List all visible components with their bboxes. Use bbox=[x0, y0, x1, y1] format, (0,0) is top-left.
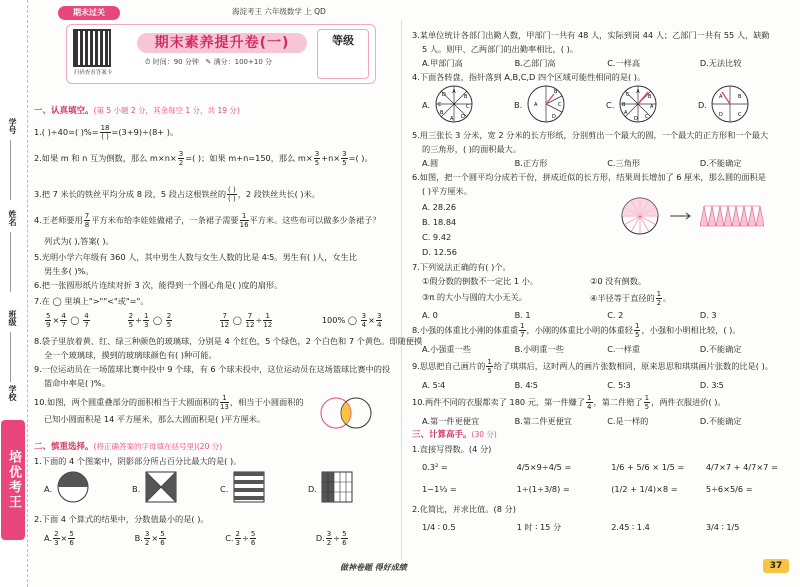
margin-label-class: 班级 bbox=[8, 310, 17, 326]
svg-text:A: A bbox=[719, 94, 723, 100]
choice-3-options bbox=[422, 58, 742, 68]
qr-code-icon[interactable] bbox=[73, 29, 111, 67]
half-shaded-circle-icon bbox=[56, 470, 90, 504]
calc-item[interactable]: 4/5×9÷4/5 = bbox=[516, 462, 572, 472]
option-c[interactable]: C. bbox=[606, 100, 615, 110]
margin-fill-line bbox=[10, 332, 11, 382]
question-4: 4.王老师要用 $\frac{7}{8}$ 平方米布给李娃娃做裙子，一条裙子需要 $\frac{1}{16}$ 平方米。这些布可以做多少条裙子？ bbox=[34, 212, 381, 229]
ratio-item[interactable]: 2.45 ∶ 1.4 bbox=[611, 522, 650, 532]
calc-question-2: 2.化简比，并求比值。(8 分) bbox=[412, 504, 516, 514]
option-c[interactable]: C.一样高 bbox=[607, 58, 641, 68]
option-d[interactable]: D.不能确定 bbox=[699, 416, 742, 426]
ratio-item[interactable]: 3/4 ∶ 1/5 bbox=[705, 522, 740, 532]
svg-text:C: C bbox=[466, 104, 470, 110]
question-5-cont: 男生多( )%。 bbox=[44, 266, 94, 276]
statement-1: ①假分数的倒数不一定比 1 小。 bbox=[422, 276, 539, 286]
option-b[interactable]: B. $\frac{3}{2}$ × $\frac{5}{6}$ bbox=[134, 530, 165, 547]
compare-item: $\frac{5}{9}$ × $\frac{4}{7}$ ◯ $\frac{4}{7}$ bbox=[46, 312, 89, 329]
option-c[interactable]: C. bbox=[220, 484, 229, 494]
svg-text:B: B bbox=[648, 94, 652, 100]
choice-question-2: 2.下面 4 个算式的结果中，分数值最小的是( )。 bbox=[34, 514, 209, 524]
choice-question-1: 1.下面的 4 个图案中，阴影部分所占百分比最大的是( )。 bbox=[34, 456, 242, 466]
option-a[interactable]: A.第一件更便宜 bbox=[422, 416, 480, 426]
choice-question-8: 8.小强的体重比小刚的体重重 $\frac{1}{7}$ ，小刚的体重比小明的体重轻 $\frac{1}{5}$ ，小强和小明相比较，( )。 bbox=[412, 322, 741, 339]
option-b[interactable]: B.乙部门高 bbox=[514, 58, 556, 68]
option-c[interactable]: C. 9.42 bbox=[422, 232, 452, 242]
option-d[interactable]: D. bbox=[308, 484, 317, 494]
choice-question-3-cont: 5 人。则甲、乙两部门的出勤率相比，( )。 bbox=[422, 44, 578, 54]
option-b[interactable]: B.小明重一些 bbox=[514, 344, 564, 354]
question-4-answer: 列式为( ),答案( )。 bbox=[44, 236, 114, 246]
svg-text:A: A bbox=[452, 89, 456, 95]
compare-item: $\frac{7}{12}$ ◯ $\frac{7}{12}$ ÷ $\frac{1}{12}$ bbox=[220, 312, 273, 329]
option-a[interactable]: A. 5∶4 bbox=[422, 380, 446, 390]
choice-question-5-cont: 的三角形，( )的面积最大。 bbox=[422, 144, 522, 154]
option-b[interactable]: B. bbox=[132, 484, 141, 494]
choice-question-9: 9.思思把自己画片的 $\frac{1}{5}$ 给了琪琪后，这时两人的画片张数相同，原来思思和琪琪画片张数的比是( )。 bbox=[412, 358, 773, 375]
choice-question-3: 3.某单位统计各部门出勤人数，甲部门一共有 48 人，实际到岗 44 人；乙部门一共有 55 人，缺勤 bbox=[412, 30, 770, 40]
grid-square-icon bbox=[320, 470, 354, 504]
score-icon: ✎ bbox=[205, 58, 212, 66]
option-c[interactable]: C.是一样的 bbox=[607, 416, 649, 426]
choice-question-4: 4.下面各转盘，指针落到 A,B,C,D 四个区域可能性相同的是( )。 bbox=[412, 72, 646, 82]
question-9-cont: 篮命中率是( )%。 bbox=[44, 378, 110, 388]
exam-time: 时间：90 分钟 bbox=[152, 58, 199, 66]
option-c[interactable]: C.一样重 bbox=[607, 344, 641, 354]
choice-question-5: 5.用三张长 3 分米，宽 2 分米的长方形纸，分别剪出一个最大的圆，一个最大的正方形和一个最大 bbox=[412, 130, 769, 140]
calc-item[interactable]: 1÷(1÷3/8) = bbox=[516, 484, 570, 494]
exam-meta bbox=[145, 58, 272, 67]
option-a[interactable]: A. $\frac{2}{3}$ × $\frac{5}{6}$ bbox=[44, 530, 74, 547]
option-d[interactable]: D.不能确定 bbox=[699, 344, 742, 354]
calc-ratio-row bbox=[422, 522, 740, 532]
svg-text:D: D bbox=[719, 112, 723, 118]
option-a[interactable]: A. 0 bbox=[422, 310, 438, 320]
option-b[interactable]: B. 1 bbox=[514, 310, 531, 320]
section-choice: 二、慎重选择。(将正确答案的字母填在括号里)(20 分) bbox=[34, 442, 223, 452]
svg-text:B: B bbox=[738, 94, 742, 100]
svg-text:C: C bbox=[438, 102, 442, 108]
choice-question-10: 10.两件不同的衣服都卖了 180 元，第一件赚了 $\frac{1}{4}$ ，第二件赔了 $\frac{1}{5}$ ，两件衣服进价( )。 bbox=[412, 394, 726, 411]
exam-badge: 期末过关 bbox=[58, 6, 120, 20]
calc-item[interactable]: 1/6 + 5/6 × 1/5 = bbox=[611, 462, 685, 472]
svg-text:A: A bbox=[650, 104, 654, 110]
statement-4: ④半径等于直径的 $\frac{1}{2}$ 。 bbox=[590, 290, 672, 307]
option-b[interactable]: B.第二件更便宜 bbox=[514, 416, 572, 426]
svg-text:B: B bbox=[622, 102, 626, 108]
brand-logo: 培优考王 bbox=[1, 420, 25, 540]
margin-fill-line bbox=[10, 232, 11, 292]
section-fill-in: 一、认真填空。(第 5 小题 2 分，其余每空 1 分，共 19 分) bbox=[34, 106, 240, 116]
binding-margin bbox=[0, 0, 28, 587]
section-calculation: 三、计算高手。(30 分) bbox=[412, 430, 497, 440]
option-a[interactable]: A. 28.26 bbox=[422, 202, 457, 212]
column-divider bbox=[401, 20, 402, 560]
option-a[interactable]: A.小强重一些 bbox=[422, 344, 471, 354]
option-a[interactable]: A. bbox=[422, 100, 431, 110]
margin-label-student-id: 学号 bbox=[8, 118, 17, 134]
margin-label-name: 姓名 bbox=[8, 210, 17, 226]
page-title: 期末素养提升卷(一) bbox=[137, 33, 307, 53]
spinner-d-icon bbox=[710, 84, 750, 124]
svg-text:C: C bbox=[645, 114, 649, 120]
choice-9-options bbox=[422, 380, 724, 390]
option-d[interactable]: D. 3∶5 bbox=[699, 380, 724, 390]
svg-text:A: A bbox=[636, 89, 640, 95]
choice-2-options bbox=[44, 530, 349, 547]
option-c[interactable]: C. $\frac{2}{3}$ ÷ $\frac{5}{6}$ bbox=[225, 530, 256, 547]
svg-text:D: D bbox=[442, 92, 446, 98]
question-9: 9.一位运动员在一场篮球比赛中投中 9 个球，有 6 个球未投中，这位运动员在这场篮球比赛中的投 bbox=[34, 364, 391, 374]
title-box bbox=[66, 24, 376, 84]
clock-icon: ⏱ bbox=[145, 58, 151, 66]
exam-header bbox=[32, 4, 392, 86]
question-3: 3.把 7 米长的铁丝平均分成 8 段，5 段占这根铁丝的 $\frac{( )}{( )}$ ，2 段铁丝共长( )米。 bbox=[34, 186, 321, 203]
option-d[interactable]: D. 12.56 bbox=[422, 247, 457, 257]
option-c[interactable]: C. 2 bbox=[607, 310, 624, 320]
option-a[interactable]: A.圆 bbox=[422, 158, 439, 168]
question-5: 5.光明小学六年级有 360 人，其中男生人数与女生人数的比是 4∶5。男生有( )人，女生比 bbox=[34, 252, 357, 262]
svg-text:C: C bbox=[626, 92, 630, 98]
choice-question-7: 7.下列说法正确的有( )个。 bbox=[412, 262, 511, 272]
svg-text:D: D bbox=[461, 114, 465, 120]
question-10: 10.如图，两个圆重叠部分的面积相当于大圆面积的 $\frac{1}{13}$ ，相当于小圆面积的 bbox=[34, 394, 304, 411]
svg-text:C: C bbox=[558, 102, 562, 108]
option-a[interactable]: A.甲部门高 bbox=[422, 58, 463, 68]
question-2: 2.如果 m 和 n 互为倒数，那么 m×n× $\frac{3}{2}$ =( )；如果 m+n=150，那么 m× $\frac{3}{5}$ +n× $\frac{3}{5}$ =( )。 bbox=[34, 150, 373, 167]
question-10-cont: 已知小圆面积是 14 平方厘米，那么大圆面积是( )平方厘米。 bbox=[44, 414, 266, 424]
calc-item[interactable]: (1/2 + 1/4)×8 = bbox=[611, 484, 678, 494]
svg-text:A: A bbox=[450, 116, 454, 122]
option-d[interactable]: D. $\frac{3}{2}$ ÷ $\frac{5}{6}$ bbox=[315, 530, 347, 547]
option-d[interactable]: D. bbox=[698, 100, 707, 110]
grade-box[interactable]: 等级 bbox=[317, 29, 369, 79]
svg-text:B: B bbox=[554, 89, 558, 95]
series-info: 海淀考王 六年级数学 上 QD bbox=[232, 7, 326, 16]
choice-7-options bbox=[422, 310, 717, 320]
calc-item[interactable]: 0.3² = bbox=[422, 462, 448, 472]
svg-text:A: A bbox=[624, 110, 628, 116]
svg-text:D: D bbox=[552, 114, 556, 120]
option-d[interactable]: D.不能确定 bbox=[699, 158, 742, 168]
calc-row-1 bbox=[422, 462, 778, 472]
striped-square-icon bbox=[232, 470, 266, 504]
qr-label: 扫码查看答案卡 bbox=[73, 70, 113, 76]
svg-text:C: C bbox=[738, 112, 742, 118]
option-c[interactable]: C.三角形 bbox=[607, 158, 641, 168]
question-7-row bbox=[44, 312, 383, 329]
ratio-item[interactable]: 1/4 ∶ 0.5 bbox=[422, 522, 456, 532]
footer-slogan: 做神卷题 得好成绩 bbox=[340, 563, 407, 572]
calc-question-1: 1.直接写得数。(4 分) bbox=[412, 444, 492, 454]
page-number: 37 bbox=[763, 559, 789, 573]
question-8: 8.袋子里放着黄、红、绿三种颜色的玻璃球，分别是 4 个红色，5 个绿色，2 个白色和 7 个黄色。即随便摸 bbox=[34, 336, 423, 346]
question-7: 7.在 ◯ 里填上">""<"或"="。 bbox=[34, 296, 149, 306]
choice-8-options bbox=[422, 344, 742, 354]
calc-item[interactable]: 1−1⅓ = bbox=[422, 484, 457, 494]
option-a[interactable]: A. bbox=[44, 484, 53, 494]
calc-row-2 bbox=[422, 484, 753, 494]
option-b[interactable]: B. 18.84 bbox=[422, 217, 457, 227]
question-6: 6.把一张圆形纸片连续对折 3 次，能得到一个圆心角是( )度的扇形。 bbox=[34, 280, 283, 290]
calc-item[interactable]: 4/7×7 + 4/7×7 = bbox=[705, 462, 778, 472]
spinner-c-icon bbox=[618, 84, 658, 124]
choice-5-options bbox=[422, 158, 742, 168]
compare-item: 100% ◯ $\frac{3}{4}$ × $\frac{3}{4}$ bbox=[321, 312, 382, 329]
exam-score: 满分：100+10 分 bbox=[213, 58, 272, 66]
calc-item[interactable]: 5÷6×5/6 = bbox=[705, 484, 753, 494]
question-8-cont: 全一个玻璃球，摸到的玻璃球颜色有( )种可能。 bbox=[44, 350, 217, 360]
choice-6-options bbox=[422, 200, 457, 260]
choice-4-options bbox=[422, 84, 792, 124]
margin-fill-line bbox=[10, 140, 11, 200]
option-b[interactable]: B. 4∶5 bbox=[514, 380, 538, 390]
option-b[interactable]: B.正方形 bbox=[514, 158, 548, 168]
ratio-item[interactable]: 1 时 ∶ 15 分 bbox=[516, 522, 562, 532]
triangle-square-icon bbox=[144, 470, 178, 504]
spinner-a-icon bbox=[434, 84, 474, 124]
option-c[interactable]: C. 5∶3 bbox=[607, 380, 631, 390]
option-d[interactable]: D.无法比较 bbox=[699, 58, 742, 68]
statement-2: ②0 没有倒数。 bbox=[590, 276, 647, 286]
svg-text:B: B bbox=[464, 94, 468, 100]
circle-to-rectangle-figure bbox=[620, 196, 790, 236]
question-1: 1.( )÷40=( )%= $\frac{18}{( )}$ =(3+9)÷(8+ )。 bbox=[34, 124, 179, 141]
svg-text:D: D bbox=[634, 116, 638, 122]
svg-text:B: B bbox=[440, 110, 444, 116]
choice-question-6: 6.如图，把一个圆平均分成若干份，拼成近似的长方形，结果周长增加了 6 厘米，那么圆的面积是 bbox=[412, 172, 766, 182]
spinner-b-icon bbox=[526, 84, 566, 124]
choice-10-options bbox=[422, 416, 742, 426]
margin-label-school: 学校 bbox=[8, 385, 17, 401]
compare-item: $\frac{2}{5}$ ÷ $\frac{1}{3}$ ◯ $\frac{2}{5}$ bbox=[128, 312, 172, 329]
statement-3: ③π 的大小与圆的大小无关。 bbox=[422, 292, 527, 302]
choice-question-6-cont: ( )平方厘米。 bbox=[422, 186, 472, 196]
option-d[interactable]: D. 3 bbox=[699, 310, 717, 320]
overlapping-circles-figure bbox=[312, 396, 382, 430]
svg-text:A: A bbox=[534, 102, 538, 108]
option-b[interactable]: B. bbox=[514, 100, 523, 110]
